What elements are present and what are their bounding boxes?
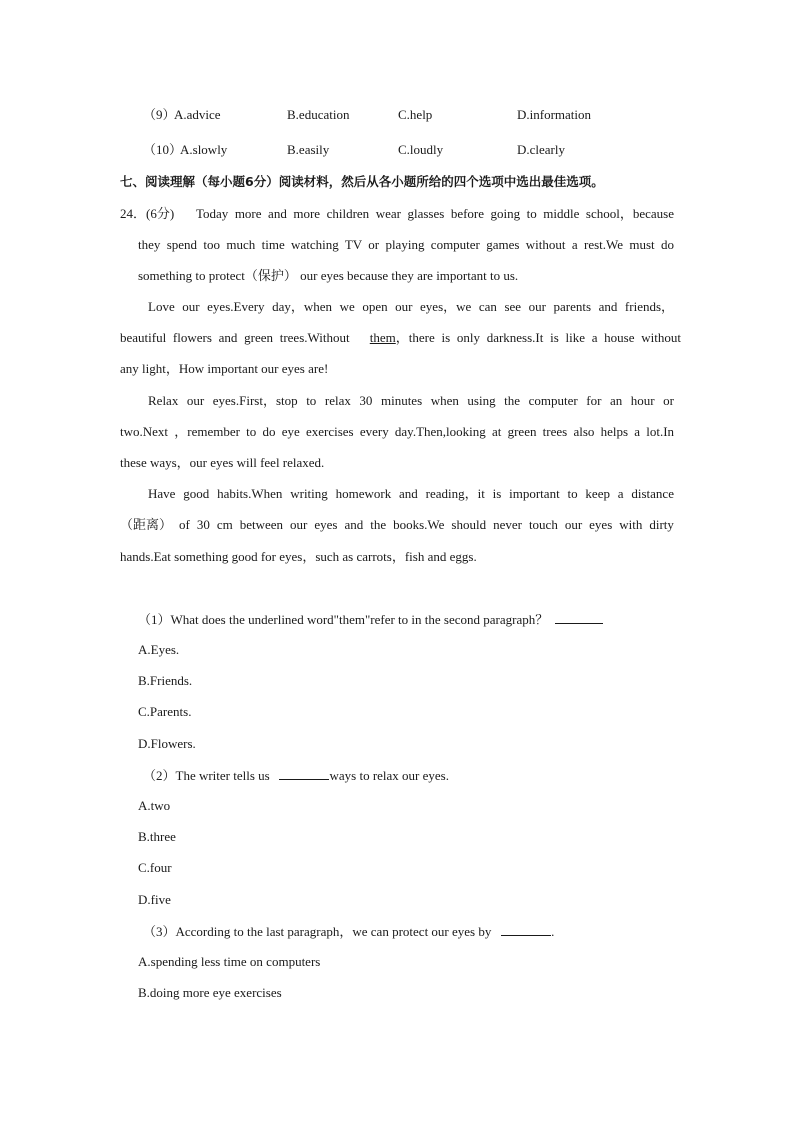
sub-question-2-option-d: D.five — [138, 892, 171, 907]
paragraph-2-text: ，there is only darkness.It is like a house without — [395, 330, 681, 345]
sub-question-3-stem — [143, 923, 554, 940]
section-title: 七、阅读理解（每小题6分）阅读材料，然后从各小题所给的四个选项中选出最佳选项。 — [120, 174, 604, 189]
option-b: B.easily — [287, 142, 330, 157]
sub-question-1-option-a: A.Eyes. — [138, 642, 180, 657]
option-c: C.help — [398, 107, 433, 122]
question-9-number: （9） — [143, 107, 176, 122]
paragraph-4-line-3: hands.Eat something good for eyes，such as carrots，fish and eggs. — [120, 549, 477, 564]
answer-blank[interactable] — [279, 767, 329, 780]
answer-blank[interactable] — [555, 611, 603, 624]
underlined-word-them: them — [369, 330, 396, 345]
question-24-label: 24．(6分) — [120, 206, 175, 221]
option-d: D.clearly — [517, 142, 566, 157]
sub-question-2-option-c: C.four — [138, 860, 172, 875]
paragraph-4-line-1: Have good habits.When writing homework and reading，it is important to keep a distance — [148, 486, 674, 501]
paragraph-3-line-2: two.Next ，remember to do eye exercises every day.Then,looking at green trees also helps a lot.In — [120, 424, 675, 439]
stem-text: ways to relax our eyes. — [329, 768, 449, 783]
paragraph-4-line-2: （距离） of 30 cm between our eyes and the books.We should never touch our eyes with dirty — [120, 517, 674, 532]
sub-question-3-option-b: B.doing more eye exercises — [138, 985, 282, 1000]
question-10-number: （10） — [143, 142, 183, 157]
sub-question-3-option-a: A.spending less time on computers — [138, 954, 321, 969]
sub-question-2-option-a: A.two — [138, 798, 171, 813]
sub-question-2-stem — [143, 767, 449, 784]
paragraph-2-line-1: Love our eyes.Every day，when we open our eyes，we can see our parents and friends， — [148, 299, 675, 314]
paragraph-2-text: beautiful flowers and green trees.Without — [120, 330, 357, 345]
paragraph-2-line-3: any light，How important our eyes are! — [120, 361, 329, 376]
paragraph-2-line-2 — [120, 330, 681, 346]
sub-question-1-option-b: B.Friends. — [138, 673, 193, 688]
option-a: A.advice — [174, 107, 221, 122]
sub-question-1-stem — [138, 611, 603, 628]
intro-line-1: Today more and more children wear glasses before going to middle school，because — [196, 206, 675, 221]
option-b: B.education — [287, 107, 350, 122]
answer-blank[interactable] — [501, 923, 551, 936]
stem-text: . — [551, 924, 555, 939]
stem-text: （1）What does the underlined word"them"refer to in the second paragraph？ — [138, 612, 549, 627]
intro-line-2: they spend too much time watching TV or playing computer games without a rest.We must do — [138, 237, 674, 252]
stem-text: （3）According to the last paragraph，we can protect our eyes by — [143, 924, 495, 939]
sub-question-2-option-b: B.three — [138, 829, 176, 844]
sub-question-1-option-d: D.Flowers. — [138, 736, 196, 751]
stem-text: （2）The writer tells us — [143, 768, 273, 783]
paragraph-3-line-3: these ways，our eyes will feel relaxed. — [120, 455, 325, 470]
option-a: A.slowly — [180, 142, 228, 157]
option-d: D.information — [517, 107, 592, 122]
paragraph-3-line-1: Relax our eyes.First，stop to relax 30 minutes when using the computer for an hour or — [148, 393, 675, 408]
sub-question-1-option-c: C.Parents. — [138, 704, 192, 719]
intro-line-3: something to protect（保护） our eyes because they are important to us. — [138, 268, 519, 283]
option-c: C.loudly — [398, 142, 444, 157]
